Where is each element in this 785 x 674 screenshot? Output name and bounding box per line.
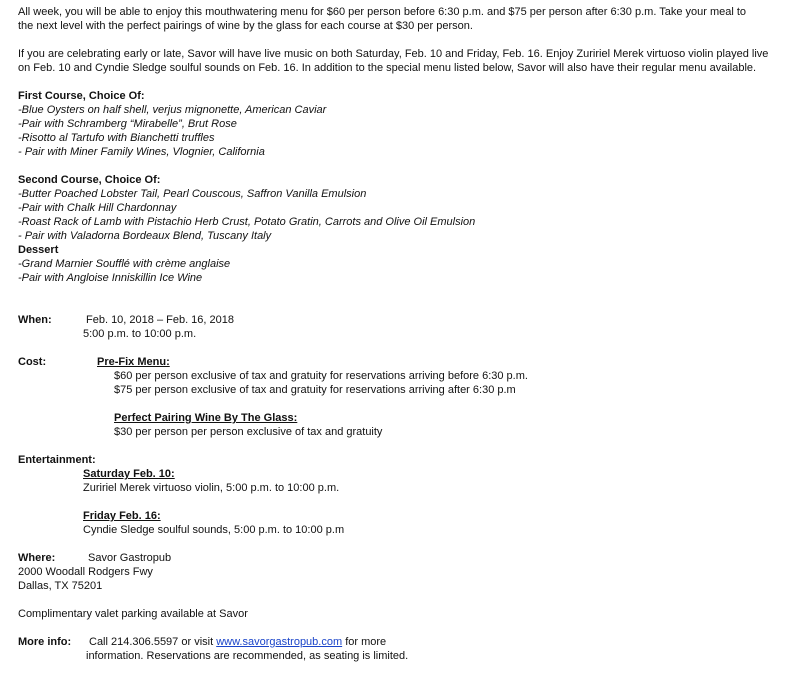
first-course-heading: First Course, Choice Of:	[18, 90, 145, 102]
friday-performer: Cyndie Sledge soulful sounds, 5:00 p.m. to 10:00 p.m	[83, 524, 345, 536]
entertainment-label: Entertainment:	[18, 454, 96, 466]
more-info-line-2: information. Reservations are recommended, as seating is limited.	[86, 650, 409, 662]
more-info-line-1	[89, 635, 386, 649]
more-info-pre: Call 214.306.5597 or visit	[89, 636, 217, 648]
menu-item: -Risotto al Tartufo with Bianchetti truffles	[18, 132, 215, 144]
music-line-1: If you are celebrating early or late, Savor will have live music on both Saturday, Feb. 10 and Friday, Feb. 16. Enjoy Zuririel Merek virtuoso violin played live	[18, 48, 769, 60]
menu-item: -Blue Oysters on half shell, verjus mignonette, American Caviar	[18, 104, 327, 116]
menu-item: -Grand Marnier Soufflé with crème anglaise	[18, 258, 231, 270]
more-info-post: for more	[342, 636, 387, 648]
where-label: Where:	[18, 552, 56, 564]
wine-pairing-heading: Perfect Pairing Wine By The Glass:	[114, 412, 298, 424]
saturday-performer: Zuririel Merek virtuoso violin, 5:00 p.m. to 10:00 p.m.	[83, 482, 340, 494]
website-link[interactable]: www.savorgastropub.com	[216, 636, 343, 648]
prefix-price-after: $75 per person exclusive of tax and gratuity for reservations arriving after 6:30 p.m	[114, 384, 516, 396]
menu-item: - Pair with Valadorna Bordeaux Blend, Tuscany Italy	[18, 230, 272, 242]
second-course-heading: Second Course, Choice Of:	[18, 174, 161, 186]
valet-note: Complimentary valet parking available at Savor	[18, 608, 248, 620]
music-line-2: on Feb. 10 and Cyndie Sledge soulful sounds on Feb. 16. In addition to the special menu listed below, Savor will also have their regular menu available.	[18, 62, 757, 74]
when-time: 5:00 p.m. to 10:00 p.m.	[83, 328, 197, 340]
venue-name: Savor Gastropub	[88, 552, 172, 564]
intro-line-1: All week, you will be able to enjoy this mouthwatering menu for $60 per person before 6:30 p.m. and $75 per person after 6:30 p.m. Take your meal to	[18, 6, 747, 18]
when-dates: Feb. 10, 2018 – Feb. 16, 2018	[86, 314, 235, 326]
menu-item: -Roast Rack of Lamb with Pistachio Herb Crust, Potato Gratin, Carrots and Olive Oil Emulsion	[18, 216, 476, 228]
menu-item: -Pair with Angloise Inniskillin Ice Wine	[18, 272, 203, 284]
menu-item: -Pair with Chalk Hill Chardonnay	[18, 202, 177, 214]
venue-street: 2000 Woodall Rodgers Fwy	[18, 566, 153, 578]
cost-label: Cost:	[18, 356, 47, 368]
more-info-label: More info:	[18, 636, 72, 648]
saturday-heading: Saturday Feb. 10:	[83, 468, 175, 480]
menu-item: -Pair with Schramberg “Mirabelle”, Brut Rose	[18, 118, 237, 130]
when-label: When:	[18, 314, 52, 326]
intro-line-2: the next level with the perfect pairings of wine by the glass for each course at $30 per person.	[18, 20, 473, 32]
dessert-heading: Dessert	[18, 244, 59, 256]
venue-city: Dallas, TX 75201	[18, 580, 103, 592]
menu-item: - Pair with Miner Family Wines, Vlognier, California	[18, 146, 265, 158]
wine-pairing-price: $30 per person per person exclusive of tax and gratuity	[114, 426, 383, 438]
prefix-menu-heading: Pre-Fix Menu:	[97, 356, 170, 368]
friday-heading: Friday Feb. 16:	[83, 510, 161, 522]
prefix-price-before: $60 per person exclusive of tax and gratuity for reservations arriving before 6:30 p.m.	[114, 370, 528, 382]
menu-item: -Butter Poached Lobster Tail, Pearl Couscous, Saffron Vanilla Emulsion	[18, 188, 367, 200]
